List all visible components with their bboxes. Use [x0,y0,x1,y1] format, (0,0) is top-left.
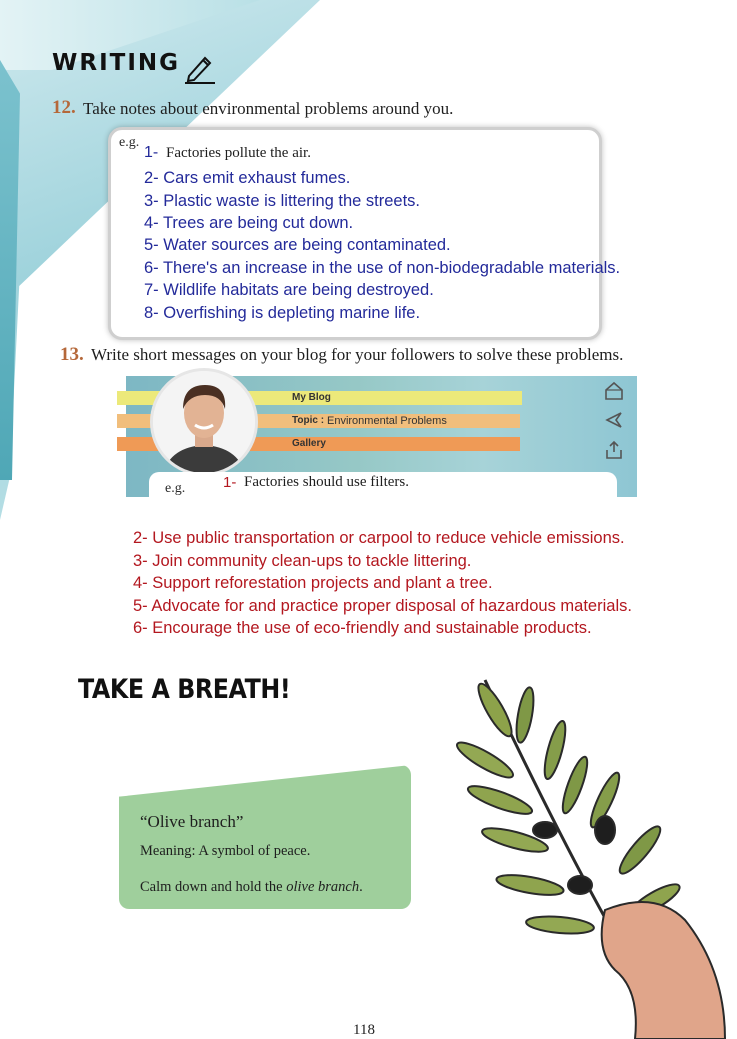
message-line: 2- Use public transportation or carpool to reduce vehicle emissions. [133,529,625,547]
share-icon[interactable] [604,410,624,430]
question-prompt: Write short messages on your blog for your followers to solve these problems. [91,345,624,364]
question-number: 13. [60,344,84,365]
olive-branch-illustration [425,670,737,1039]
note-line: 6- There's an increase in the use of non-biodegradable materials. [144,259,621,277]
example-text: Factories should use filters. [244,474,409,490]
gallery-label: Gallery [292,438,326,449]
note-line: 5- Water sources are being contaminated. [144,236,451,254]
tip-prefix: Calm down and hold the [140,879,287,895]
home-icon[interactable] [604,381,624,401]
example-number: 1- [144,144,159,161]
topic-value: Environmental Problems [327,415,447,427]
question-number: 12. [52,97,76,118]
idiom-tip [140,879,363,896]
message-line: 3- Join community clean-ups to tackle littering. [133,552,472,570]
note-line: 4- Trees are being cut down. [144,214,354,232]
note-line: 2- Cars emit exhaust fumes. [144,169,351,187]
upload-icon[interactable] [604,440,624,460]
idiom-meaning: Meaning: A symbol of peace. [140,843,311,859]
avatar-portrait [153,371,255,473]
example-number: 1- [223,474,237,491]
section-title: WRITING [52,50,181,76]
note-line: 7- Wildlife habitats are being destroyed. [144,281,434,299]
eg-label: e.g. [119,135,140,150]
question-prompt: Take notes about environmental problems around you. [83,99,454,118]
topic-label: Topic : [292,415,325,426]
message-line: 4- Support reforestation projects and plant a tree. [133,574,493,592]
idiom-title: “Olive branch” [140,812,244,831]
pencil-icon [183,52,217,84]
tip-italic: olive branch [286,879,360,895]
take-a-breath-heading: TAKE A BREATH! [78,674,291,705]
message-line: 5- Advocate for and practice proper disposal of hazardous materials. [133,597,632,615]
note-line: 3- Plastic waste is littering the streets. [144,192,421,210]
blog-title: My Blog [292,392,331,403]
example-text: Factories pollute the air. [166,145,311,161]
tip-suffix: . [359,879,363,895]
message-line: 6- Encourage the use of eco-friendly and sustainable products. [133,619,592,637]
eg-label: e.g. [165,481,186,496]
avatar [150,368,258,476]
note-line: 8- Overfishing is depleting marine life. [144,304,421,322]
page-number: 118 [353,1022,375,1038]
